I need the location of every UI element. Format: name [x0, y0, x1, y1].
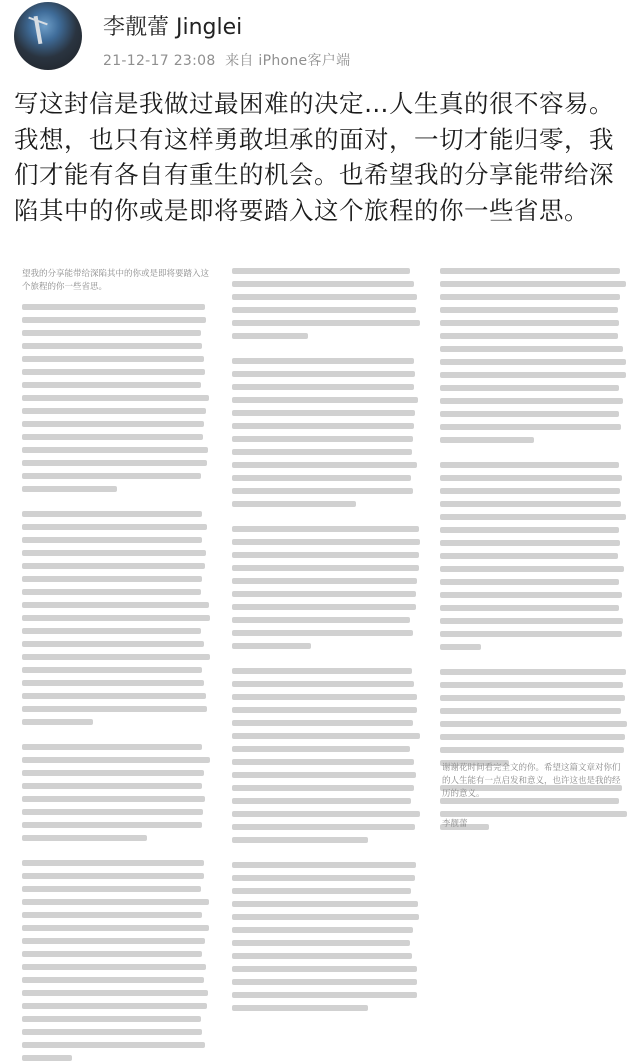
letter-text-line — [22, 486, 117, 492]
letter-text-line — [232, 772, 416, 778]
letter-text-line — [22, 964, 206, 970]
letter-text-line — [22, 317, 206, 323]
letter-text-line — [440, 294, 620, 300]
letter-text-line — [22, 796, 205, 802]
letter-text-line — [22, 654, 210, 660]
letter-text-line — [440, 346, 623, 352]
letter-text-line — [232, 449, 412, 455]
letter-text-line — [22, 783, 202, 789]
letter-text-line — [440, 566, 624, 572]
letter-text-line — [232, 875, 415, 881]
letter-text-line — [440, 669, 626, 675]
letter-text-line — [232, 384, 414, 390]
letter-text-line — [440, 424, 621, 430]
letter-text-line — [22, 421, 204, 427]
letter-text-line — [22, 550, 206, 556]
letter-text-line — [232, 501, 356, 507]
letter-text-line — [440, 721, 627, 727]
letter-text-line — [232, 643, 311, 649]
letter-text-line — [232, 552, 419, 558]
letter-text-line — [232, 320, 420, 326]
letter-signature: 李靓蕾 — [442, 819, 468, 829]
letter-text-line — [232, 565, 419, 571]
letter-text-line — [232, 591, 416, 597]
letter-text-line — [440, 618, 623, 624]
letter-text-line — [22, 511, 202, 517]
letter-text-line — [440, 747, 624, 753]
letter-text-line — [440, 359, 626, 365]
letter-text-line — [22, 809, 203, 815]
letter-text-line — [22, 873, 204, 879]
letter-text-line — [22, 860, 204, 866]
letter-text-line — [22, 822, 202, 828]
avatar[interactable] — [14, 2, 82, 70]
letter-text-line — [440, 333, 618, 339]
letter-text-line — [22, 1003, 207, 1009]
letter-text-line — [22, 628, 201, 634]
letter-text-line — [22, 951, 202, 957]
letter-text-line — [22, 304, 205, 310]
letter-text-line — [440, 307, 618, 313]
letter-text-line — [232, 927, 413, 933]
timestamp: 21-12-17 23:08 — [103, 53, 216, 69]
letter-text-line — [232, 837, 368, 843]
letter-text-line — [232, 940, 410, 946]
letter-text-line — [232, 488, 413, 494]
letter-text-line — [22, 835, 147, 841]
letter-text-line — [232, 268, 410, 274]
letter-text-line — [232, 397, 418, 403]
letter-text-line — [22, 667, 202, 673]
letter-text-line — [22, 1029, 202, 1035]
letter-text-line — [440, 540, 620, 546]
letter-text-line — [22, 1042, 205, 1048]
letter-text-line — [232, 862, 416, 868]
letter-text-line — [232, 436, 413, 442]
letter-text-line — [232, 526, 419, 532]
letter-text-line — [440, 734, 625, 740]
letter-text-line — [232, 423, 414, 429]
letter-text-line — [440, 385, 619, 391]
letter-text-line — [440, 437, 534, 443]
letter-text-line — [22, 912, 202, 918]
letter-text-line — [232, 1005, 368, 1011]
letter-text-line — [440, 811, 627, 817]
letter-text-line — [440, 605, 619, 611]
letter-text-line — [232, 604, 416, 610]
letter-text-line — [232, 824, 415, 830]
letter-text-line — [22, 330, 201, 336]
letter-text-line — [440, 592, 622, 598]
letter-text-line — [22, 615, 210, 621]
letter-text-line — [440, 268, 620, 274]
letter-text-line — [232, 733, 420, 739]
letter-text-line — [232, 979, 417, 985]
letter-text-line — [232, 746, 410, 752]
letter-text-line — [232, 294, 417, 300]
letter-text-line — [440, 320, 619, 326]
letter-text-line — [22, 770, 204, 776]
letter-text-line — [22, 537, 202, 543]
letter-text-line — [232, 888, 411, 894]
letter-text-line — [22, 408, 206, 414]
letter-text-line — [232, 759, 414, 765]
letter-text-line — [232, 992, 417, 998]
letter-text-line — [232, 462, 417, 468]
letter-text-line — [22, 938, 205, 944]
letter-text-line — [22, 641, 204, 647]
letter-text-line — [440, 475, 622, 481]
letter-text-line — [22, 977, 204, 983]
letter-text-line — [232, 901, 418, 907]
letter-text-line — [22, 1055, 72, 1061]
letter-text-line — [22, 447, 208, 453]
letter-text-line — [232, 953, 412, 959]
letter-text-line — [22, 589, 201, 595]
letter-text-line — [232, 358, 414, 364]
letter-text-line — [232, 578, 417, 584]
letter-text-line — [232, 630, 413, 636]
letter-text-line — [232, 707, 417, 713]
letter-text-line — [22, 757, 210, 763]
post-text: 写这封信是我做过最困难的决定…人生真的很不容易。我想，也只有这样勇敢坦承的面对，一切才能归零，我们才能有各自有重生的机会。也希望我的分享能带给深陷其中的你或是即将要踏入这个旅程的你一些省思。 — [14, 89, 614, 225]
letter-text-line — [440, 695, 625, 701]
letter-image[interactable] — [0, 258, 638, 847]
letter-text-line — [22, 719, 93, 725]
letter-text-line — [440, 488, 620, 494]
letter-text-line — [22, 576, 202, 582]
letter-text-line — [440, 579, 619, 585]
letter-text-line — [22, 343, 202, 349]
letter-text-line — [232, 539, 420, 545]
letter-text-line — [232, 914, 419, 920]
letter-text-line — [22, 369, 205, 375]
letter-text-line — [440, 462, 619, 468]
letter-text-line — [232, 694, 417, 700]
letter-text-line — [440, 281, 626, 287]
letter-text-line — [232, 410, 415, 416]
letter-text-line — [440, 644, 481, 650]
letter-text-line — [22, 886, 201, 892]
letter-text-line — [232, 966, 417, 972]
letter-closing: 谢谢花时间看完全文的你。希望这篇文章对你们的人生能有一点启发和意义，也许这也是我的经历的意义。 — [442, 763, 621, 799]
letter-text-line — [22, 680, 204, 686]
letter-text-line — [232, 475, 411, 481]
letter-text-line — [22, 434, 203, 440]
letter-text-line — [22, 460, 207, 466]
letter-text-line — [22, 395, 209, 401]
letter-text-line — [22, 744, 202, 750]
letter-text-line — [440, 682, 623, 688]
letter-text-line — [440, 514, 626, 520]
letter-text-line — [22, 899, 209, 905]
letter-text-line — [22, 1016, 201, 1022]
letter-text-line — [232, 617, 410, 623]
letter-text-line — [22, 563, 205, 569]
letter-text-line — [232, 811, 420, 817]
letter-text-line — [440, 631, 622, 637]
letter-text-line — [440, 527, 619, 533]
letter-text-line — [440, 398, 623, 404]
letter-text-line — [440, 411, 619, 417]
letter-text-line — [22, 706, 207, 712]
letter-text-line — [22, 524, 207, 530]
letter-text-line — [232, 798, 411, 804]
author-name[interactable]: 李靓蕾 Jinglei — [103, 15, 243, 40]
letter-text-line — [232, 681, 414, 687]
letter-text-line — [22, 925, 209, 931]
letter-text-line — [22, 693, 206, 699]
letter-text-line — [22, 602, 209, 608]
post-source: 来自 iPhone客户端 — [225, 53, 351, 69]
letter-opening: 望我的分享能带给深陷其中的你或是即将要踏入这个旅程的你一些省思。 — [22, 269, 210, 292]
letter-text-line — [232, 785, 414, 791]
letter-text-line — [440, 553, 618, 559]
letter-text-line — [22, 473, 201, 479]
letter-text-line — [22, 356, 204, 362]
letter-text-line — [22, 382, 201, 388]
letter-text-line — [232, 281, 414, 287]
letter-text-line — [232, 668, 412, 674]
letter-text-line — [232, 720, 413, 726]
letter-text-line — [22, 990, 208, 996]
letter-text-line — [440, 372, 626, 378]
letter-text-line — [232, 307, 416, 313]
letter-text-line — [440, 501, 621, 507]
letter-text-line — [440, 708, 621, 714]
letter-text-line — [232, 371, 415, 377]
letter-text-line — [232, 333, 308, 339]
post-meta — [103, 50, 350, 70]
